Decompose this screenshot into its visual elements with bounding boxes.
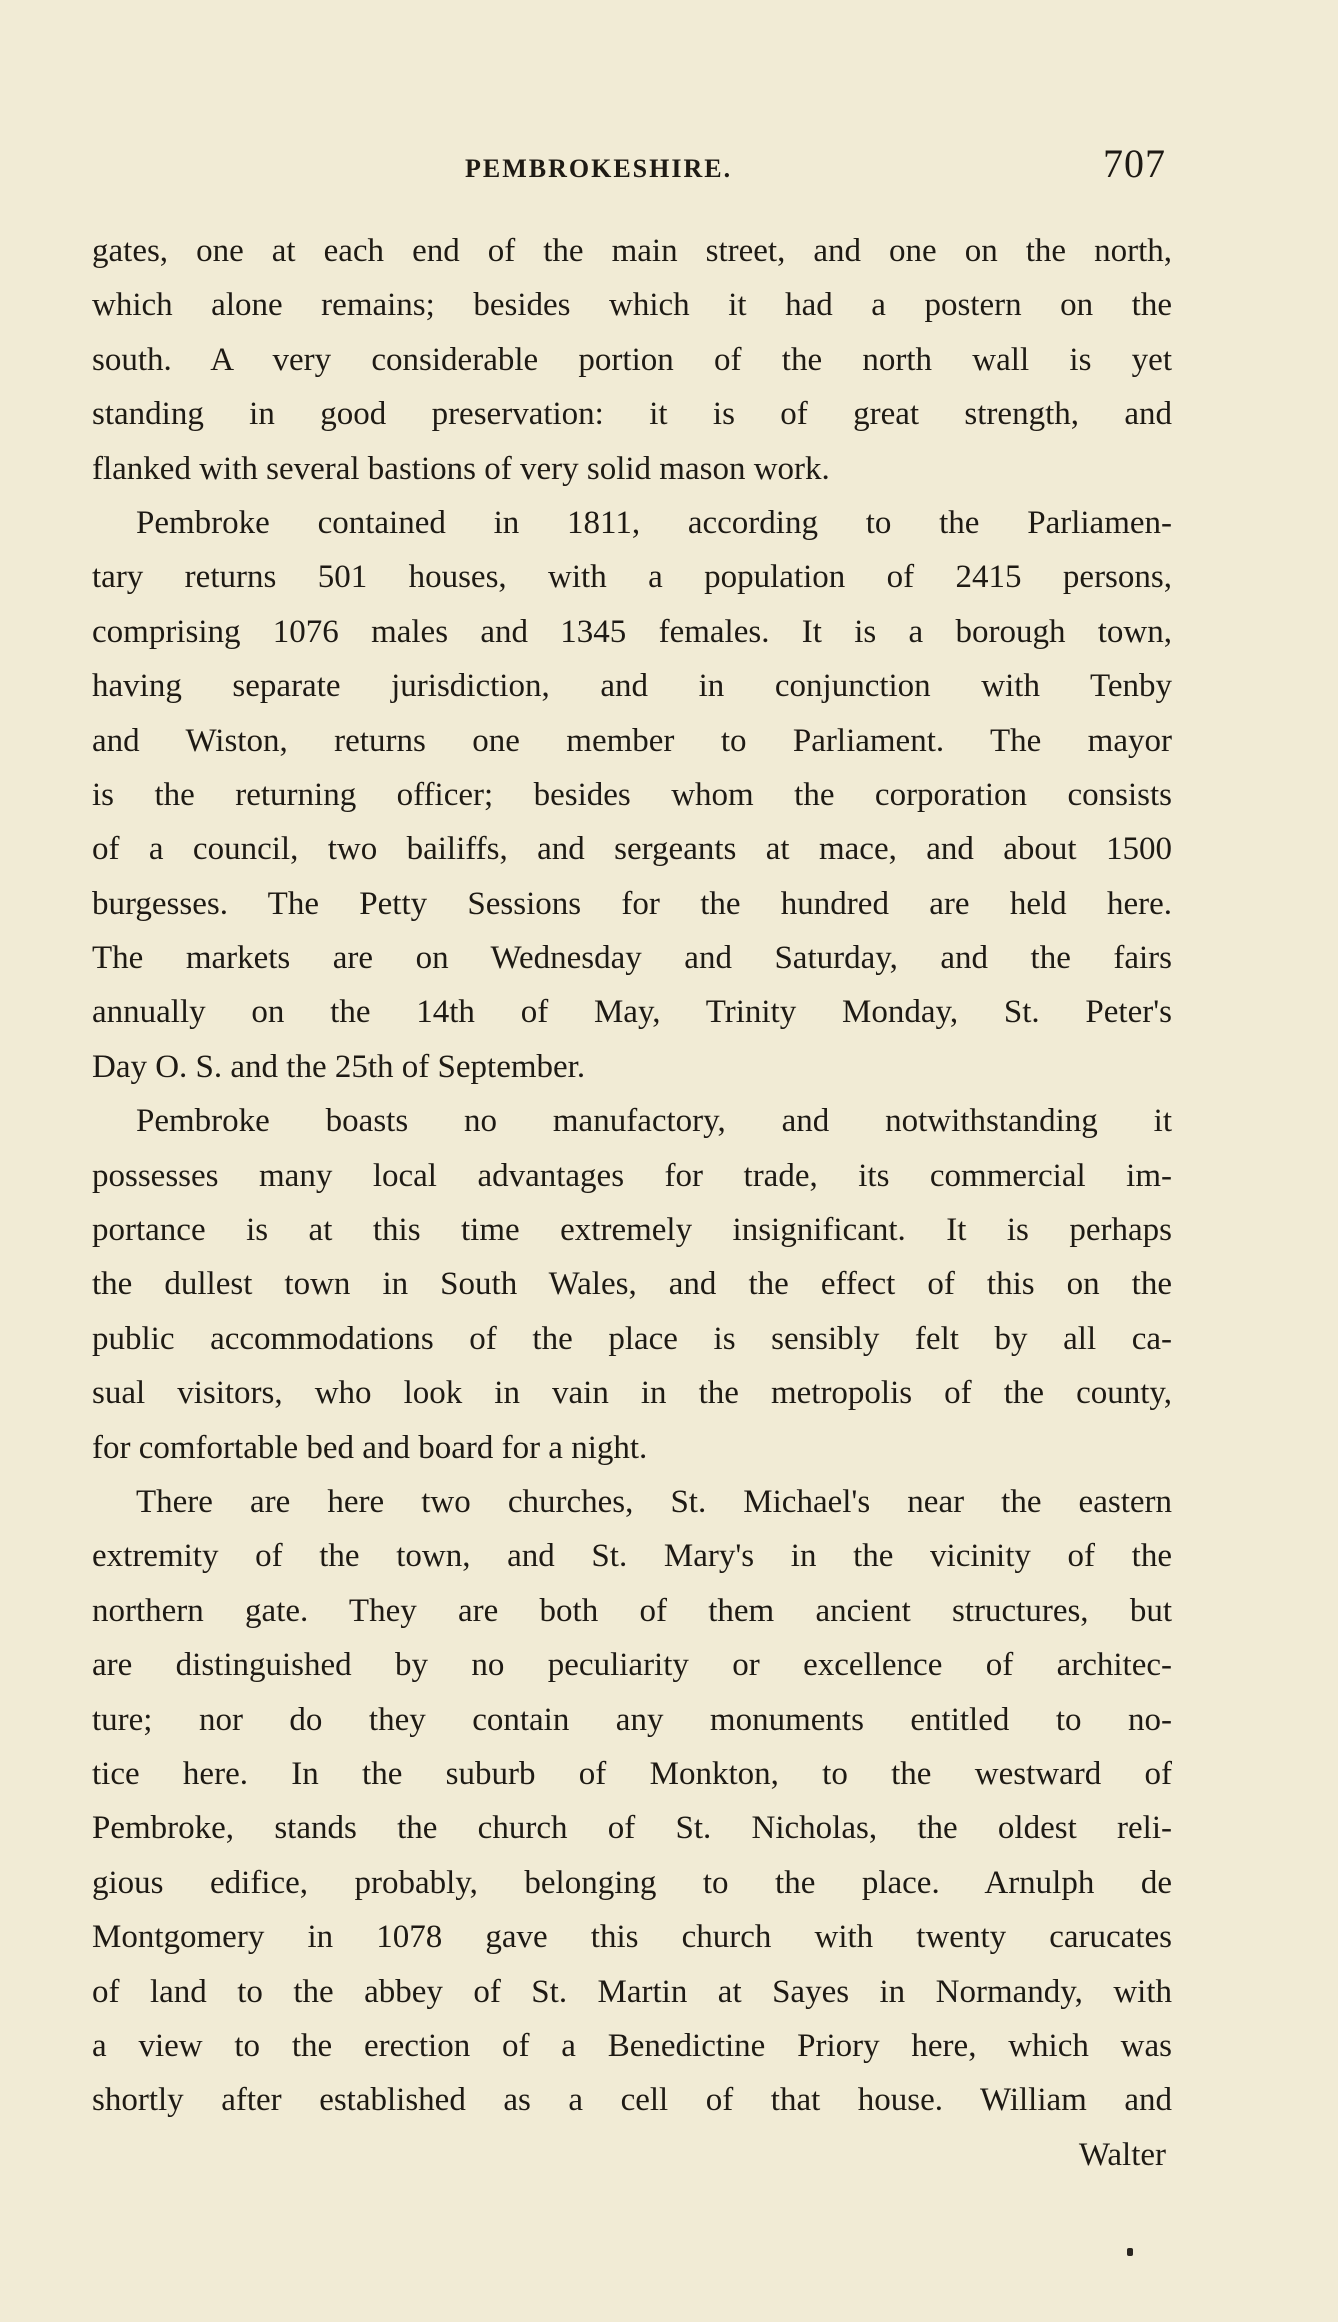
- page-number: 707: [1103, 141, 1166, 186]
- text-line: tice here. In the suburb of Monkton, to the westward of: [92, 1755, 1172, 1792]
- text-line: for comfortable bed and board for a night.: [92, 1429, 648, 1466]
- text-line: the dullest town in South Wales, and the effect of this on the: [92, 1266, 1172, 1303]
- text-line: flanked with several bastions of very solid mason work.: [92, 450, 830, 487]
- text-line: possesses many local advantages for trade, its commercial im-: [92, 1157, 1172, 1194]
- text-line: shortly after established as a cell of that house. William and: [92, 2082, 1172, 2119]
- running-head: PEMBROKESHIRE.: [465, 154, 733, 183]
- text-line: which alone remains; besides which it had a postern on the: [92, 287, 1172, 324]
- text-line: Pembroke boasts no manufactory, and notwithstanding it: [136, 1103, 1172, 1140]
- body-text: [92, 224, 1172, 2182]
- ink-speck: [1127, 2248, 1133, 2256]
- text-line: annually on the 14th of May, Trinity Monday, St. Peter's: [92, 994, 1172, 1031]
- text-line: The markets are on Wednesday and Saturday, and the fairs: [92, 940, 1172, 977]
- text-line: sual visitors, who look in vain in the metropolis of the county,: [92, 1375, 1172, 1412]
- text-line: is the returning officer; besides whom the corporation consists: [92, 776, 1172, 813]
- text-line: south. A very considerable portion of the north wall is yet: [92, 341, 1172, 378]
- text-line: comprising 1076 males and 1345 females. It is a borough town,: [92, 613, 1172, 650]
- text-line: standing in good preservation: it is of great strength, and: [92, 396, 1172, 433]
- text-line: gious edifice, probably, belonging to the place. Arnulph de: [92, 1864, 1172, 1901]
- text-line: burgesses. The Petty Sessions for the hundred are held here.: [92, 885, 1172, 922]
- text-line: Day O. S. and the 25th of September.: [92, 1048, 586, 1085]
- text-line: Montgomery in 1078 gave this church with twenty carucates: [92, 1919, 1172, 1956]
- text-line: of a council, two bailiffs, and sergeants at mace, and about 1500: [92, 831, 1172, 868]
- text-line: There are here two churches, St. Michael's near the eastern: [136, 1483, 1172, 1520]
- text-line: having separate jurisdiction, and in conjunction with Tenby: [92, 668, 1172, 705]
- text-line: Pembroke, stands the church of St. Nicholas, the oldest reli-: [92, 1810, 1172, 1847]
- text-line: extremity of the town, and St. Mary's in the vicinity of the: [92, 1538, 1172, 1575]
- text-line: gates, one at each end of the main street, and one on the north,: [92, 233, 1172, 269]
- text-line: northern gate. They are both of them ancient structures, but: [92, 1592, 1172, 1629]
- text-line: tary returns 501 houses, with a population of 2415 persons,: [92, 559, 1172, 596]
- text-line: public accommodations of the place is sensibly felt by all ca-: [92, 1320, 1172, 1357]
- text-line: portance is at this time extremely insignificant. It is perhaps: [92, 1212, 1172, 1249]
- page-header: [70, 140, 1170, 200]
- text-line: Pembroke contained in 1811, according to the Parliamen-: [136, 504, 1172, 541]
- catchword: Walter: [1078, 2136, 1166, 2173]
- text-line: are distinguished by no peculiarity or excellence of architec-: [92, 1647, 1172, 1684]
- text-line: and Wiston, returns one member to Parliament. The mayor: [92, 722, 1172, 759]
- text-line: of land to the abbey of St. Martin at Sayes in Normandy, with: [92, 1973, 1172, 2010]
- text-line: ture; nor do they contain any monuments entitled to no-: [92, 1701, 1172, 1738]
- text-line: a view to the erection of a Benedictine Priory here, which was: [92, 2027, 1172, 2064]
